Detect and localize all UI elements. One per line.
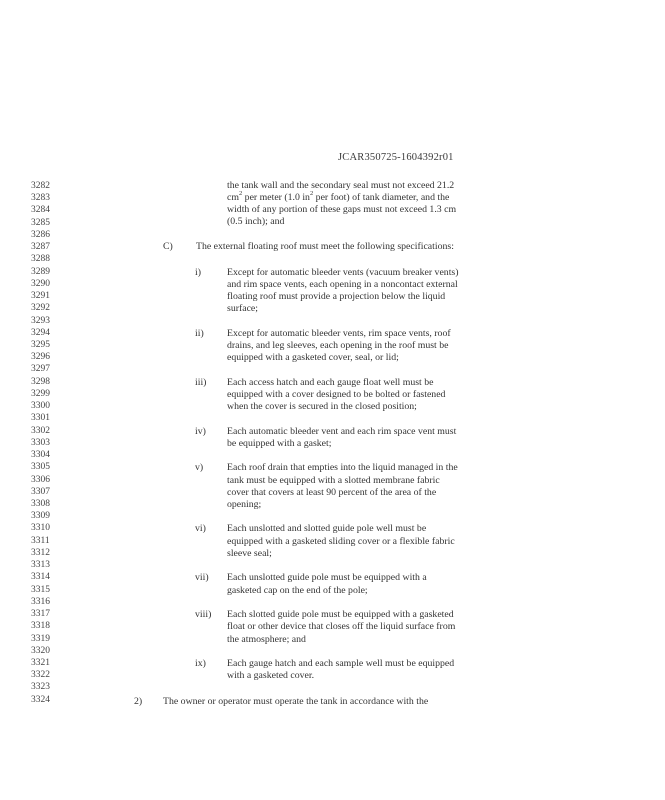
line-number: 3324 bbox=[31, 694, 50, 705]
line-number: 3319 bbox=[31, 633, 50, 644]
list-item-label: viii) bbox=[195, 609, 212, 621]
list-item-label: vi) bbox=[195, 523, 206, 535]
line-number: 3299 bbox=[31, 388, 50, 399]
list-item-line: cover that covers at least 90 percent of the area of the bbox=[227, 486, 437, 498]
line-number: 3295 bbox=[31, 339, 50, 350]
line-number: 3311 bbox=[31, 535, 50, 546]
list-item-line: Each access hatch and each gauge float well must be bbox=[227, 376, 434, 388]
list-item-label: ii) bbox=[195, 327, 204, 339]
line-number: 3293 bbox=[31, 315, 50, 326]
intro-line: (0.5 inch); and bbox=[227, 216, 285, 227]
list-item-label: vii) bbox=[195, 572, 209, 584]
list-item-line: equipped with a cover designed to be bolted or fastened bbox=[227, 388, 446, 400]
list-item-line: Each slotted guide pole must be equipped with a gasketed bbox=[227, 609, 454, 621]
line-number: 3310 bbox=[31, 523, 50, 534]
line-number: 3294 bbox=[31, 327, 50, 338]
list-item-line: equipped with a gasketed cover, seal, or lid; bbox=[227, 352, 399, 364]
list-item-line: Each gauge hatch and each sample well must be equipped bbox=[227, 657, 455, 669]
list-item-label: i) bbox=[195, 266, 201, 278]
list-item-line: with a gasketed cover. bbox=[227, 670, 315, 682]
line-number: 3307 bbox=[31, 486, 50, 497]
line-number: 3323 bbox=[31, 682, 50, 693]
list-item-line: when the cover is secured in the closed position; bbox=[227, 401, 417, 413]
line-number: 3312 bbox=[31, 547, 50, 558]
line-number: 3318 bbox=[31, 621, 50, 632]
line-number: 3298 bbox=[31, 376, 50, 387]
line-number: 3290 bbox=[31, 278, 50, 289]
line-number: 3292 bbox=[31, 303, 50, 314]
section-2-text: The owner or operator must operate the tank in accordance with the bbox=[163, 696, 429, 707]
list-item-line: gasketed cap on the end of the pole; bbox=[227, 584, 368, 596]
list-item-line: equipped with a gasketed sliding cover or a flexible fabric bbox=[227, 535, 455, 547]
list-item-line: tank must be equipped with a slotted membrane fabric bbox=[227, 474, 440, 486]
line-number: 3283 bbox=[31, 193, 50, 204]
line-number: 3309 bbox=[31, 511, 50, 522]
line-number: 3301 bbox=[31, 413, 50, 424]
line-number: 3288 bbox=[31, 254, 50, 265]
line-number: 3300 bbox=[31, 401, 50, 412]
line-number: 3315 bbox=[31, 584, 50, 595]
line-number: 3314 bbox=[31, 572, 50, 583]
section-c-text: The external floating roof must meet the following specifications: bbox=[196, 241, 454, 252]
list-item-label: iv) bbox=[195, 425, 206, 437]
line-number: 3303 bbox=[31, 437, 50, 448]
list-item-line: Each unslotted and slotted guide pole well must be bbox=[227, 523, 427, 535]
list-item-label: ix) bbox=[195, 657, 206, 669]
list-item-line: Each automatic bleeder vent and each rim space vent must bbox=[227, 425, 457, 437]
intro-line: the tank wall and the secondary seal must not exceed 21.2 bbox=[227, 180, 455, 191]
line-number: 3304 bbox=[31, 450, 50, 461]
line-number: 3302 bbox=[31, 425, 50, 436]
section-2-label: 2) bbox=[134, 696, 143, 707]
list-item-line: drains, and leg sleeves, each opening in the roof must be bbox=[227, 339, 449, 351]
intro-line: $cm^2$ per meter (1.0 $in^2$ per foot) of tank diameter, and the bbox=[227, 189, 450, 203]
list-item-line: float or other device that closes off the liquid surface from bbox=[227, 621, 456, 633]
line-number: 3286 bbox=[31, 229, 50, 240]
line-number: 3291 bbox=[31, 291, 50, 302]
line-number: 3317 bbox=[31, 609, 50, 620]
line-number: 3285 bbox=[31, 217, 50, 228]
list-item-line: Except for automatic bleeder vents, rim space vents, roof bbox=[227, 327, 451, 339]
section-c-label: C) bbox=[163, 241, 173, 252]
line-number: 3322 bbox=[31, 670, 50, 681]
list-item-line: sleeve seal; bbox=[227, 547, 272, 559]
line-number: 3287 bbox=[31, 242, 50, 253]
list-item-line: opening; bbox=[227, 498, 262, 510]
list-item-line: the atmosphere; and bbox=[227, 633, 306, 645]
line-number: 3296 bbox=[31, 352, 50, 363]
list-item-label: v) bbox=[195, 462, 204, 474]
line-number: 3297 bbox=[31, 364, 50, 375]
line-number: 3313 bbox=[31, 560, 50, 571]
list-item-label: iii) bbox=[195, 376, 207, 388]
line-number: 3321 bbox=[31, 657, 50, 668]
list-item-line: Each roof drain that empties into the liquid managed in the bbox=[227, 462, 458, 474]
list-item-line: and rim space vents, each opening in a noncontact external bbox=[227, 278, 458, 290]
line-number: 3305 bbox=[31, 462, 50, 473]
line-number: 3284 bbox=[31, 205, 50, 216]
line-number: 3316 bbox=[31, 596, 50, 607]
line-number: 3282 bbox=[31, 181, 50, 191]
list-item-line: surface; bbox=[227, 303, 259, 315]
list-item-line: floating roof must provide a projection below the liquid bbox=[227, 291, 446, 303]
line-number: 3320 bbox=[31, 645, 50, 656]
intro-line: width of any portion of these gaps must not exceed 1.3 cm bbox=[227, 204, 457, 215]
list-item-line: be equipped with a gasket; bbox=[227, 437, 332, 449]
document-id: JCAR350725-1604392r01 bbox=[338, 152, 454, 163]
line-number: 3306 bbox=[31, 474, 50, 485]
line-number: 3289 bbox=[31, 266, 50, 277]
list-item-line: Except for automatic bleeder vents (vacuum breaker vents) bbox=[227, 266, 459, 278]
line-number: 3308 bbox=[31, 498, 50, 509]
list-item-line: Each unslotted guide pole must be equipped with a bbox=[227, 572, 427, 584]
